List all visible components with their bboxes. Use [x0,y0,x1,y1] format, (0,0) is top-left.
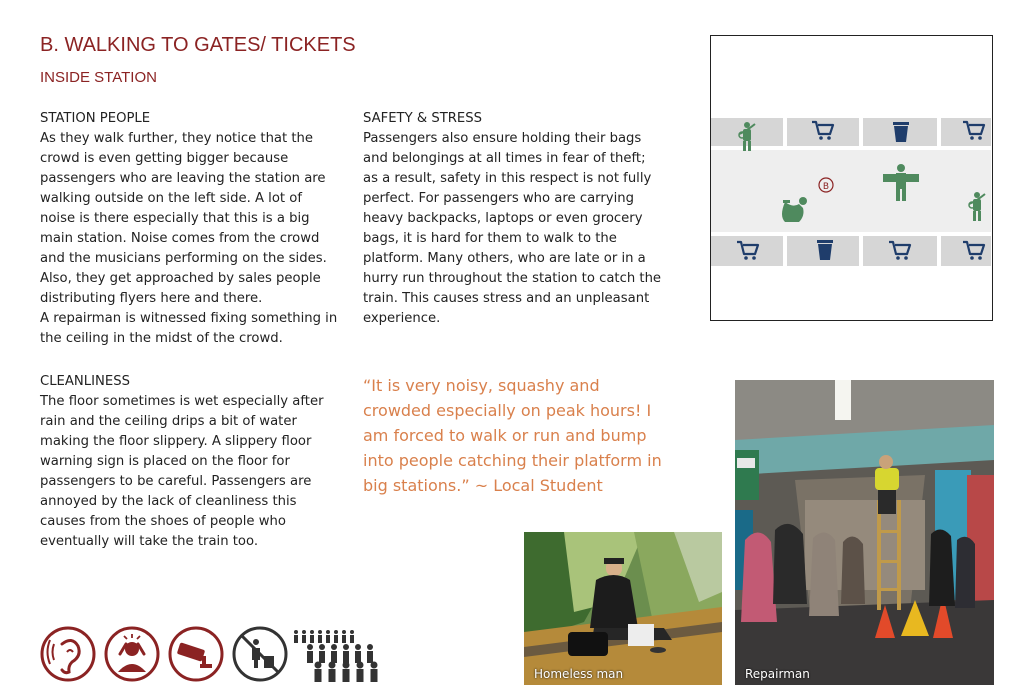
map-marker-label: B [822,182,830,192]
page-subtitle: INSIDE STATION [40,69,157,86]
homeless-man-image [524,532,722,685]
photo-caption-repairman: Repairman [745,667,810,681]
section-heading: SAFETY & STRESS [363,111,482,126]
photo-homeless-man [524,532,722,685]
repairman-image [735,380,994,685]
no-littering-icon [232,626,288,682]
section-heading: STATION PEOPLE [40,111,151,126]
bottom-icon-row [40,626,400,686]
photo-repairman [735,380,994,685]
section-body-extra: A repairman is witnessed fixing something in the ceiling in the midst of the crowd. [40,311,338,346]
section-heading: CLEANLINESS [40,374,130,389]
section-cleanliness [40,372,340,552]
noise-ear-icon [40,626,96,682]
section-safety-stress [363,109,663,329]
section-body: Passengers also ensure holding their bags and belongings at all times in fear of theft; as a result, safety in this respect is not fully perfect. For passengers who are carrying heavy backpacks, laptops or even grocery bags, it is hard for them to walk to the platform. Many others, who are late or in a hurry run throughout the station to catch the train. This causes stress and an unpleasant experience. [363,131,662,326]
stressed-person-icon [104,626,160,682]
photo-caption-homeless: Homeless man [534,667,624,681]
section-body: The floor sometimes is wet especially after rain and the ceiling drips a bit of water making the floor slippery. A slippery floor warning sign is placed on the floor for passengers to be careful. Passengers are annoyed by the lack of cleanliness this causes from the shoes of people who eventually will take the train too. [40,394,324,549]
section-body: As they walk further, they notice that the crowd is even getting bigger because passengers who are leaving the station are walking outside on the left side. A lot of noise is there especially that this is a big main station. Noise comes from the crowd and the musicians performing on the sides. Also, they get approached by sales people distributing flyers here and there. [40,131,327,306]
crowd-icon [288,626,388,682]
station-map-drawing [711,36,991,319]
section-station-people [40,109,340,349]
station-map [710,35,993,321]
student-quote: “It is very noisy, squashy and crowded especially on peak hours! I am forced to walk or run and bump into people catching their platform in big stations.” ~ Local Student [363,376,662,495]
security-camera-icon [168,626,224,682]
page-title: B. WALKING TO GATES/ TICKETS [40,34,356,56]
